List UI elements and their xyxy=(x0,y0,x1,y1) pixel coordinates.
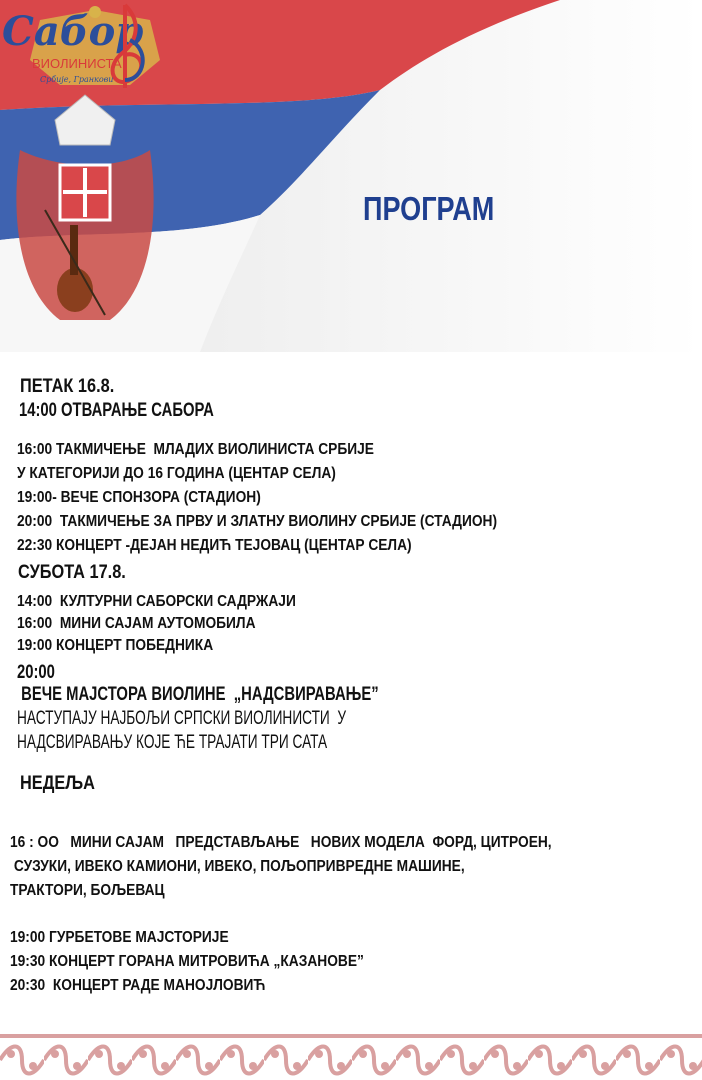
saturday-item: 16:00 МИНИ САЈАМ АУТОМОБИЛА xyxy=(17,615,256,632)
sunday-fair-line: СУЗУКИ, ИВЕКО КАМИОНИ, ИВЕКО, ПОЉОПРИВРЕДНЕ МАШИНЕ, xyxy=(10,858,465,875)
sunday-item: 19:30 КОНЦЕРТ ГОРАНА МИТРОВИЋА „КАЗАНОВЕ” xyxy=(10,953,364,970)
sunday-fair-line: ТРАКТОРИ, БОЉЕВАЦ xyxy=(10,882,165,899)
saturday-highlight-time: 20:00 xyxy=(17,662,55,683)
saturday-item: 19:00 КОНЦЕРТ ПОБЕДНИКА xyxy=(17,637,214,654)
friday-item: У КАТЕГОРИЈИ ДО 16 ГОДИНА (ЦЕНТАР СЕЛА) xyxy=(17,465,336,482)
page-title: ПРОГРАМ xyxy=(363,190,495,227)
svg-text:ВИОЛИНИСТА: ВИОЛИНИСТА xyxy=(32,56,122,71)
saturday-item: 14:00 КУЛТУРНИ САБОРСКИ САДРЖАЈИ xyxy=(17,593,296,610)
friday-item: 19:00- ВЕЧЕ СПОНЗОРА (СТАДИОН) xyxy=(17,489,261,506)
sunday-item: 20:30 КОНЦЕРТ РАДЕ МАНОЈЛОВИЋ xyxy=(10,977,266,994)
sunday-heading: НЕДЕЉА xyxy=(20,773,95,794)
flag-banner xyxy=(0,0,702,352)
saturday-highlight-title: ВЕЧЕ МАЈСТОРА ВИОЛИНЕ „НАДСВИРАВАЊЕ” xyxy=(17,684,379,705)
saturday-heading: СУБОТА 17.8. xyxy=(18,562,126,583)
friday-item: 20:00 ТАКМИЧЕЊЕ ЗА ПРВУ И ЗЛАТНУ ВИОЛИНУ СРБИЈЕ (СТАДИОН) xyxy=(17,513,498,530)
friday-heading: ПЕТАК 16.8. xyxy=(20,376,115,397)
ornamental-border xyxy=(0,1032,702,1080)
friday-item: 22:30 КОНЦЕРТ -ДЕЈАН НЕДИЋ ТЕЈОВАЦ (ЦЕНТАР СЕЛА) xyxy=(17,537,412,554)
friday-item: 16:00 ТАКМИЧЕЊЕ МЛАДИХ ВИОЛИНИСТА СРБИЈЕ xyxy=(17,441,374,458)
friday-opening: 14:00 ОТВАРАЊЕ САБОРА xyxy=(19,400,214,421)
svg-text:Србије, Гранкови: Србије, Гранкови xyxy=(40,75,114,84)
sunday-fair-line: 16 : ОО МИНИ САЈАМ ПРЕДСТАВЉАЊЕ НОВИХ МОДЕЛА ФОРД, ЦИТРОЕН, xyxy=(10,834,552,851)
sunday-item: 19:00 ГУРБЕТОВЕ МАЈСТОРИЈЕ xyxy=(10,929,229,946)
sabor-violinista-logo xyxy=(0,0,160,90)
saturday-highlight-desc: НАСТУПАЈУ НАЈБОЉИ СРПСКИ ВИОЛИНИСТИ У xyxy=(17,708,347,729)
svg-text:Сабор: Сабор xyxy=(2,8,144,55)
saturday-highlight-desc: НАДСВИРАВАЊУ КОЈЕ ЋЕ ТРАЈАТИ ТРИ САТА xyxy=(17,732,328,753)
